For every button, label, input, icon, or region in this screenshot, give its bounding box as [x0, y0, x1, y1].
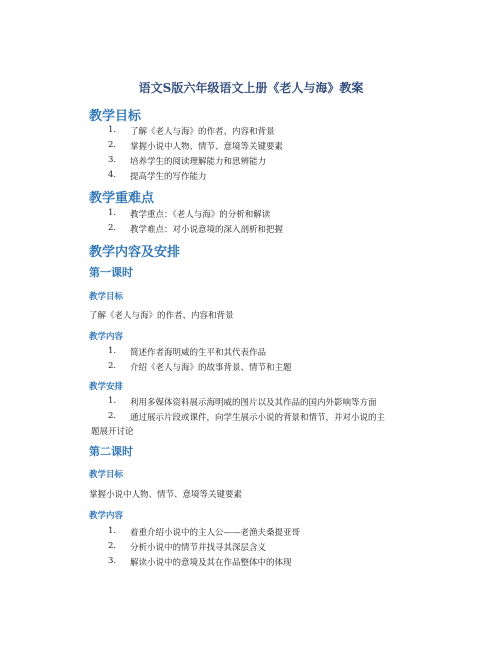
- list-text: 培养学生的阅读理解能力和思辨能力: [130, 157, 267, 167]
- list-text: 分析小说中的情节并找寻其深层含义: [130, 543, 267, 553]
- list-text: 教学难点：对小说意境的深入剖析和把握: [130, 225, 284, 235]
- list-number: 1.: [108, 396, 117, 406]
- heading-teaching-goals: 教学目标: [89, 109, 142, 124]
- list-text: 介绍《老人与海》的故事背景、情节和主题: [130, 363, 292, 373]
- list-text: 解读小说中的意境及其在作品整体中的体现: [130, 558, 292, 568]
- goal-text: 了解《老人与海》的作者、内容和背景: [89, 311, 234, 321]
- list-text: 掌握小说中人物、情节、意境等关键要素: [130, 142, 284, 152]
- list-number: 3.: [108, 155, 117, 165]
- list-text: 利用多媒体资料展示海明威的图片以及其作品的国内外影响等方面: [130, 398, 377, 408]
- list-number: 1.: [108, 208, 117, 218]
- list-number: 2.: [108, 541, 117, 551]
- list-text: 着重介绍小说中的主人公——老渔夫桑提亚哥: [130, 528, 301, 538]
- list-number: 3.: [108, 556, 117, 566]
- list-number: 2.: [108, 223, 117, 233]
- list-text: 了解《老人与海》的作者、内容和背景: [130, 127, 275, 137]
- subheading-arrangement: 教学安排: [89, 382, 124, 392]
- document-title: 语文S版六年级语文上册《老人与海》教案: [138, 81, 364, 95]
- list-number: 1.: [108, 125, 117, 135]
- list-text: 提高学生的写作能力: [130, 172, 207, 182]
- list-text: 通过展示片段或课件，向学生展示小说的背景和情节，并对小说的主: [130, 413, 386, 423]
- subheading-goal: 教学目标: [89, 292, 124, 302]
- list-number: 1.: [108, 346, 117, 356]
- list-number: 2.: [108, 361, 117, 371]
- list-text: 简述作者海明威的生平和其代表作品: [130, 348, 267, 358]
- goal-text: 掌握小说中人物、情节、意境等关键要素: [89, 490, 243, 500]
- list-number: 4.: [108, 170, 117, 180]
- heading-content-arrangement: 教学内容及安排: [89, 245, 181, 260]
- subheading-goal: 教学目标: [89, 470, 124, 480]
- list-number: 1.: [108, 526, 117, 536]
- subheading-content: 教学内容: [89, 511, 124, 521]
- list-text: 教学重点：《老人与海》的分析和解读: [130, 210, 271, 220]
- heading-lesson-2: 第二课时: [89, 445, 133, 458]
- heading-key-difficult-points: 教学重难点: [89, 191, 155, 206]
- heading-lesson-1: 第一课时: [89, 266, 133, 279]
- list-number: 2.: [108, 411, 117, 421]
- subheading-content: 教学内容: [89, 332, 124, 342]
- list-number: 2.: [108, 140, 117, 150]
- list-text-continued: 题展开讨论: [91, 427, 134, 437]
